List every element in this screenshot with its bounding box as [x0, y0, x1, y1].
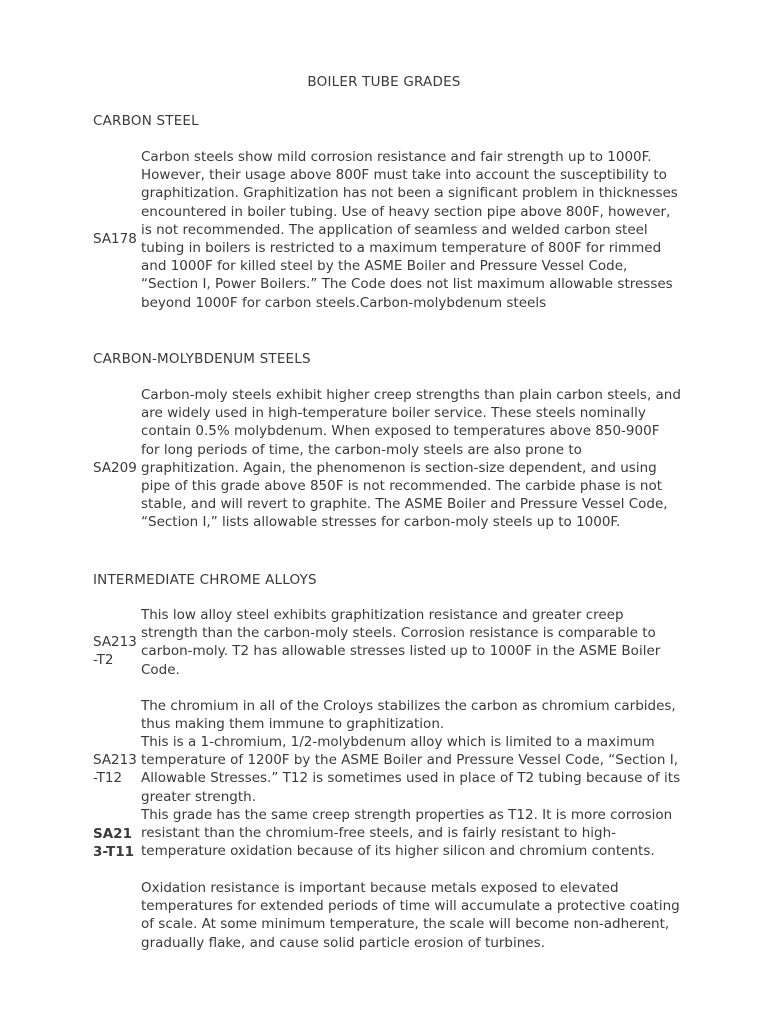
section-heading-carbon-steel: CARBON STEEL [93, 113, 199, 129]
grade-label-sa213-t11: SA213-T11 [93, 826, 135, 861]
document-title: BOILER TUBE GRADES [307, 74, 461, 90]
paragraph-croloys: The chromium in all of the Croloys stabilizes the carbon as chromium carbides, thus making them immune to graphitization. [141, 698, 676, 733]
paragraph-carbon-moly: Carbon-moly steels exhibit higher creep strengths than plain carbon steels, and are widely used in high-temperature boiler service. These steels nominally contain 0.5% molybdenum. When exposed to temperatures above 850-900F for long periods of time, the carbon-moly steels are also prone to graphitization. Again, the phenomenon is section-size dependent, and using pipe of this grade above 850F is not recommended. The carbide phase is not stable, and will revert to graphite. The ASME Boiler and Pressure Vessel Code, “Section I,” lists allowable stresses for carbon-moly steels up to 1000F. [141, 387, 681, 531]
paragraph-carbon-steel: Carbon steels show mild corrosion resistance and fair strength up to 1000F. However, their usage above 800F must take into account the susceptibility to graphitization. Graphitization has not been a significant problem in thicknesses encountered in boiler tubing. Use of heavy section pipe above 800F, however, is not recommended. The application of seamless and welded carbon steel tubing in boilers is restricted to a maximum temperature of 800F for rimmed and 1000F for killed steel by the ASME Boiler and Pressure Vessel Code, “Section I, Power Boilers.” The Code does not list maximum allowable stresses beyond 1000F for carbon steels.Carbon-molybdenum steels [141, 149, 678, 311]
grade-label-sa213-t2: SA213-T2 [93, 634, 137, 669]
paragraph-oxidation: Oxidation resistance is important because metals exposed to elevated temperatures for extended periods of time will accumulate a protective coating of scale. At some minimum temperature, the scale will become non-adherent, gradually flake, and cause solid particle erosion of turbines. [141, 880, 680, 951]
section-heading-intermediate-chrome: INTERMEDIATE CHROME ALLOYS [93, 572, 317, 588]
grade-label-sa209: SA209 [93, 460, 137, 476]
paragraph-t2: This low alloy steel exhibits graphitization resistance and greater creep strength than the carbon-moly steels. Corrosion resistance is comparable to carbon-moly. T2 has allowable stresses listed up to 1000F in the ASME Boiler Code. [141, 607, 661, 678]
grade-label-sa178: SA178 [93, 231, 137, 247]
paragraph-t11: This grade has the same creep strength properties as T12. It is more corrosion resistant than the chromium-free steels, and is fairly resistant to high-temperature oxidation because of its higher silicon and chromium contents. [141, 807, 673, 860]
section-heading-carbon-moly: CARBON-MOLYBDENUM STEELS [93, 351, 311, 367]
grade-label-sa213-t12: SA213-T12 [93, 752, 137, 787]
paragraph-t12: This is a 1-chromium, 1/2-molybdenum alloy which is limited to a maximum temperature of 1200F by the ASME Boiler and Pressure Vessel Code, “Section I, Allowable Stresses.” T12 is sometimes used in place of T2 tubing because of its greater strength. [141, 734, 681, 805]
